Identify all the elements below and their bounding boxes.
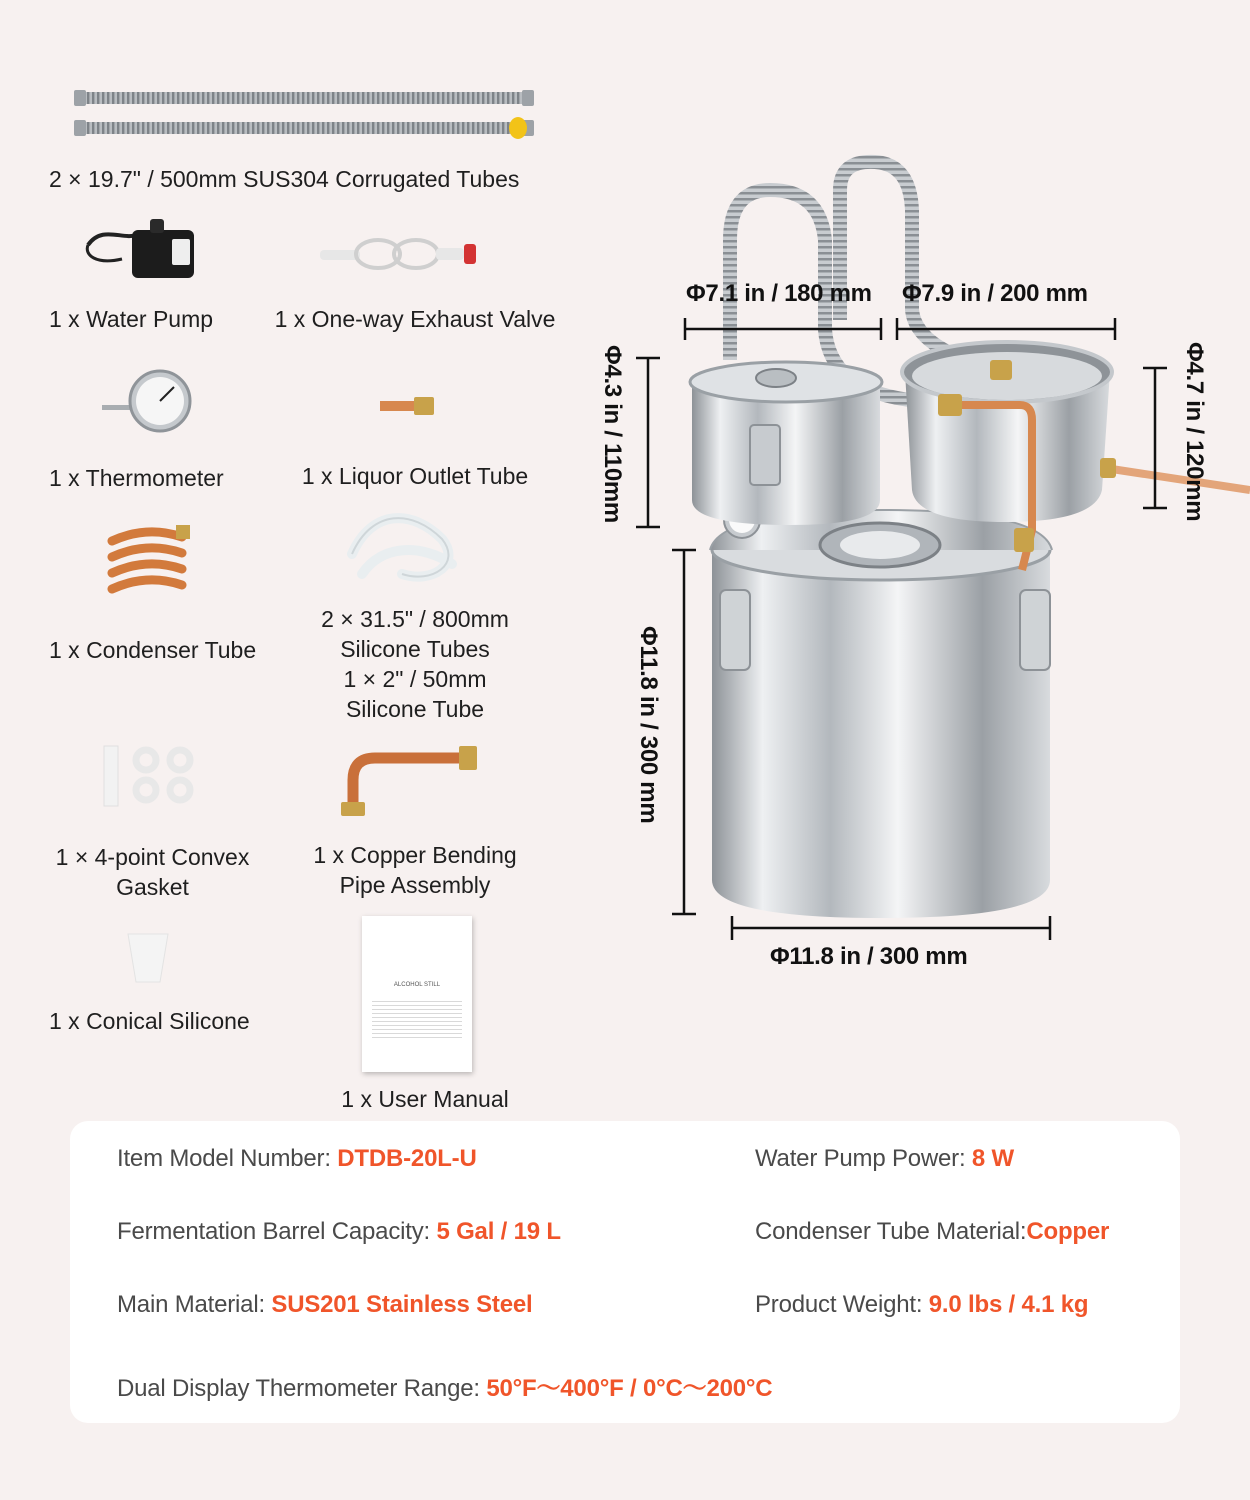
item-label-water-pump: 1 x Water Pump bbox=[49, 306, 214, 332]
label-line: 1 × 2" / 50mm bbox=[343, 666, 487, 692]
spec-value: 5 Gal / 19 L bbox=[436, 1218, 561, 1245]
spec-water-pump-power bbox=[755, 1145, 1014, 1173]
dim-small-pot-width: Φ7.1 in / 180 mm bbox=[686, 280, 872, 307]
spec-label: Product Weight: bbox=[755, 1291, 929, 1318]
exhaust-valve-icon bbox=[320, 236, 480, 276]
spec-model-number bbox=[117, 1145, 477, 1173]
spec-label: Water Pump Power: bbox=[755, 1145, 972, 1172]
liquor-outlet-tube-icon bbox=[380, 393, 440, 423]
dim-condenser-width: Φ7.9 in / 200 mm bbox=[902, 280, 1088, 307]
spec-thermometer-range bbox=[117, 1368, 772, 1403]
water-pump-icon bbox=[82, 215, 202, 285]
spec-barrel-capacity bbox=[117, 1218, 561, 1246]
label-line: 1 × 4-point Convex bbox=[55, 844, 250, 870]
distiller-product-image bbox=[650, 150, 1250, 950]
spec-value: SUS201 Stainless Steel bbox=[271, 1291, 533, 1318]
copper-pipe-icon bbox=[335, 740, 485, 820]
thermometer-icon bbox=[102, 365, 202, 445]
item-label-copper-pipe bbox=[265, 840, 565, 900]
dim-condenser-height: Φ4.7 in / 120mm bbox=[1181, 342, 1208, 522]
condenser-coil-icon bbox=[102, 523, 202, 603]
corrugated-tubes-icon bbox=[72, 88, 542, 138]
spec-label: Fermentation Barrel Capacity: bbox=[117, 1218, 437, 1245]
spec-product-weight bbox=[755, 1291, 1088, 1319]
manual-title: ALCOHOL STILL bbox=[393, 982, 441, 988]
label-line: Pipe Assembly bbox=[339, 872, 491, 898]
spec-value: 9.0 lbs / 4.1 kg bbox=[928, 1291, 1089, 1318]
specifications-panel bbox=[70, 1121, 1180, 1423]
item-label-user-manual: 1 x User Manual bbox=[341, 1086, 509, 1112]
spec-condenser-material bbox=[755, 1218, 1109, 1246]
item-label-gasket bbox=[30, 842, 275, 902]
item-label-silicone-tubes bbox=[265, 604, 565, 724]
spec-label: Main Material: bbox=[117, 1291, 272, 1318]
dim-small-pot-height: Φ4.3 in / 110mm bbox=[599, 345, 626, 523]
label-line: Silicone Tubes bbox=[340, 636, 490, 662]
label-line: Gasket bbox=[116, 874, 189, 900]
spec-value: DTDB-20L-U bbox=[337, 1145, 477, 1172]
item-label-corrugated-tubes: 2 × 19.7" / 500mm SUS304 Corrugated Tubes bbox=[49, 166, 520, 192]
label-line: 1 x Copper Bending bbox=[313, 842, 517, 868]
spec-value: 8 W bbox=[971, 1145, 1014, 1172]
spec-label: Item Model Number: bbox=[117, 1145, 338, 1172]
item-label-conical-silicone: 1 x Conical Silicone bbox=[49, 1008, 250, 1034]
item-label-condenser-tube: 1 x Condenser Tube bbox=[49, 637, 257, 663]
spec-main-material bbox=[117, 1291, 532, 1319]
dim-barrel-height: Φ11.8 in / 300 mm bbox=[635, 626, 662, 824]
item-label-exhaust-valve: 1 x One-way Exhaust Valve bbox=[274, 306, 556, 332]
user-manual-icon bbox=[362, 916, 472, 1072]
spec-label: Condenser Tube Material: bbox=[755, 1218, 1027, 1245]
manual-text-lines bbox=[372, 998, 462, 1038]
spec-value: Copper bbox=[1026, 1218, 1110, 1245]
gasket-icon bbox=[102, 744, 202, 808]
label-line: 2 × 31.5" / 800mm bbox=[321, 606, 509, 632]
spec-value: 50°F～400°F / 0°C～200°C bbox=[486, 1375, 773, 1402]
item-label-thermometer: 1 x Thermometer bbox=[49, 465, 224, 491]
silicone-tubes-icon bbox=[342, 514, 472, 594]
item-label-liquor-outlet-tube: 1 x Liquor Outlet Tube bbox=[301, 463, 529, 489]
conical-silicone-icon bbox=[126, 930, 170, 986]
label-line: Silicone Tube bbox=[345, 696, 485, 722]
spec-label: Dual Display Thermometer Range: bbox=[117, 1375, 487, 1402]
dim-barrel-width: Φ11.8 in / 300 mm bbox=[770, 943, 968, 970]
